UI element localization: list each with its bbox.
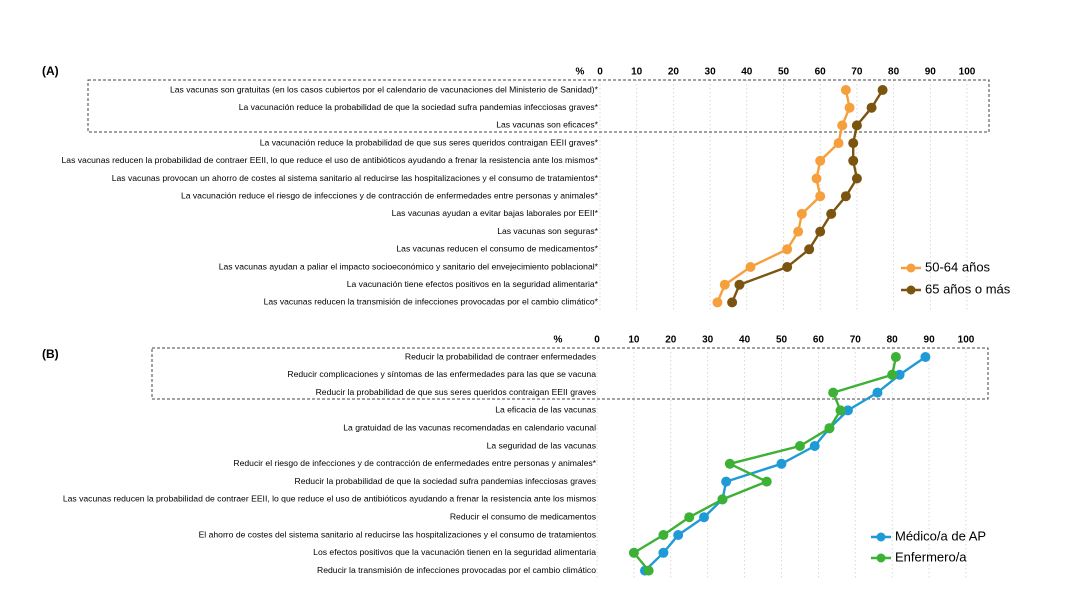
- tick-label: 30: [704, 66, 716, 78]
- category-label: Las vacunas provocan un ahorro de costes al sistema sanitario al reducirse las hospitalizaciones y el consumo de tratamientos*: [111, 172, 598, 183]
- category-label: Las vacunas reducen la transmisión de infecciones provocadas por el cambio climático*: [263, 296, 598, 307]
- legend-label: Enfermero/a: [895, 549, 967, 565]
- data-point: [782, 244, 792, 254]
- data-point: [848, 156, 858, 166]
- category-label: Reducir la probabilidad de que sus seres queridos contraigan EEII graves: [315, 386, 596, 397]
- data-point: [720, 280, 730, 290]
- category-label: Las vacunas son gratuitas (en los casos cubiertos por el calendario de vacunaciones del Ministerio de Sanidad)*: [169, 84, 598, 95]
- panel-a: [42, 64, 1011, 312]
- data-point: [644, 566, 654, 576]
- data-point: [872, 388, 882, 398]
- tick-label: 80: [888, 66, 900, 78]
- data-point: [852, 174, 862, 184]
- data-point: [717, 494, 727, 504]
- tick-label: 50: [775, 334, 788, 346]
- tick-label: 70: [849, 334, 861, 346]
- data-point: [712, 297, 722, 307]
- category-label: Reducir la probabilidad de que la sociedad sufra pandemias infecciosas graves: [294, 475, 596, 486]
- category-label: Las vacunas reducen la probabilidad de contraer EEII, lo que reduce el uso de antibióticos ayudando a frenar la resistencia ante los mismos*: [61, 155, 598, 166]
- category-label: La gratuidad de las vacunas recomendadas en calendario vacunal: [343, 422, 596, 433]
- category-label: Las vacunas son seguras*: [497, 225, 598, 236]
- data-point: [629, 548, 639, 558]
- category-label: Las vacunas ayudan a paliar el impacto socioeconómico y sanitario del envejecimiento poblacional*: [218, 261, 598, 272]
- data-point: [891, 352, 901, 362]
- data-point: [815, 156, 825, 166]
- legend-label: 65 años o más: [925, 281, 1011, 297]
- data-point: [684, 512, 694, 522]
- data-point: [836, 405, 846, 415]
- tick-label: 10: [628, 334, 640, 346]
- category-label: El ahorro de costes del sistema sanitario al reducirse las hospitalizaciones y el consumo de tratamientos: [198, 529, 596, 540]
- data-point: [867, 103, 877, 113]
- data-point: [841, 85, 851, 95]
- data-point: [878, 85, 888, 95]
- tick-label: 50: [777, 66, 790, 78]
- category-label: Reducir el consumo de medicamentos: [449, 511, 596, 522]
- data-point: [658, 530, 668, 540]
- tick-label: 100: [957, 334, 975, 346]
- data-point: [815, 227, 825, 237]
- panel-b: [42, 335, 988, 578]
- tick-label: 60: [812, 334, 824, 346]
- data-point: [797, 209, 807, 219]
- panel-label: (B): [42, 347, 59, 362]
- data-point: [782, 262, 792, 272]
- data-point: [828, 388, 838, 398]
- legend-marker: [907, 264, 916, 273]
- data-point: [673, 530, 683, 540]
- category-label: La vacunación tiene efectos positivos en la seguridad alimentaria*: [346, 278, 598, 289]
- category-label: Reducir la transmisión de infecciones provocadas por el cambio climático: [317, 564, 596, 575]
- data-point: [848, 138, 858, 148]
- data-point: [721, 477, 731, 487]
- data-point: [795, 441, 805, 451]
- tick-label: 40: [739, 334, 751, 346]
- category-label: La eficacia de las vacunas: [495, 404, 596, 415]
- tick-label: 0: [597, 66, 603, 78]
- data-point: [804, 244, 814, 254]
- data-point: [841, 191, 851, 201]
- data-point: [812, 174, 822, 184]
- data-point: [810, 441, 820, 451]
- legend-marker: [877, 533, 886, 542]
- legend-label: Médico/a de AP: [895, 528, 987, 544]
- tick-label: 100: [958, 66, 976, 78]
- data-point: [793, 227, 803, 237]
- data-point: [920, 352, 930, 362]
- category-label: La vacunación reduce la probabilidad de que la sociedad sufra pandemias infecciosas graves*: [238, 101, 598, 112]
- category-label: Las vacunas son eficaces*: [496, 119, 598, 130]
- tick-label: 70: [851, 66, 863, 78]
- data-point: [725, 459, 735, 469]
- category-label: Los efectos positivos que la vacunación tienen en la seguridad alimentaria: [313, 547, 596, 558]
- category-label: Reducir complicaciones y síntomas de las enfermedades para las que se vacuna: [287, 369, 596, 380]
- legend-marker: [907, 286, 916, 295]
- data-point: [887, 370, 897, 380]
- category-label: Las vacunas reducen la probabilidad de contraer EEII, lo que reduce el uso de antibióticos ayudando a frenar la resistencia ante los mismos: [62, 493, 596, 504]
- tick-label: 90: [923, 334, 935, 346]
- tick-label: 80: [886, 334, 898, 346]
- axis-unit-label: %: [575, 66, 585, 78]
- tick-label: 20: [665, 334, 677, 346]
- category-label: La seguridad de las vacunas: [486, 440, 596, 451]
- data-point: [845, 103, 855, 113]
- data-point: [734, 280, 744, 290]
- series-line: [634, 357, 896, 571]
- data-point: [834, 138, 844, 148]
- data-point: [762, 477, 772, 487]
- data-point: [658, 548, 668, 558]
- data-point: [699, 512, 709, 522]
- category-label: La vacunación reduce la probabilidad de que sus seres queridos contraigan EEII graves*: [259, 137, 598, 148]
- category-label: Las vacunas reducen el consumo de medicamentos*: [396, 243, 598, 254]
- legend-marker: [877, 554, 886, 563]
- category-label: Reducir el riesgo de infecciones y de contracción de enfermedades entre personas y animales*: [233, 458, 596, 469]
- data-point: [745, 262, 755, 272]
- category-label: Reducir la probabilidad de contraer enfermedades: [404, 351, 596, 362]
- axis-unit-label: %: [553, 334, 563, 346]
- tick-label: 40: [741, 66, 753, 78]
- category-label: La vacunación reduce el riesgo de infecciones y de contracción de enfermedades entre personas y animales*: [180, 190, 598, 201]
- tick-label: 90: [924, 66, 936, 78]
- data-point: [826, 209, 836, 219]
- tick-label: 10: [631, 66, 643, 78]
- data-point: [852, 120, 862, 130]
- data-point: [727, 297, 737, 307]
- data-point: [777, 459, 787, 469]
- data-point: [815, 191, 825, 201]
- tick-label: 0: [594, 334, 600, 346]
- legend-label: 50-64 años: [925, 259, 991, 275]
- tick-label: 60: [814, 66, 826, 78]
- data-point: [824, 423, 834, 433]
- category-label: Las vacunas ayudan a evitar bajas laborales por EEII*: [391, 208, 598, 219]
- panel-label: (A): [42, 64, 59, 79]
- tick-label: 30: [702, 334, 714, 346]
- tick-label: 20: [667, 66, 679, 78]
- data-point: [837, 120, 847, 130]
